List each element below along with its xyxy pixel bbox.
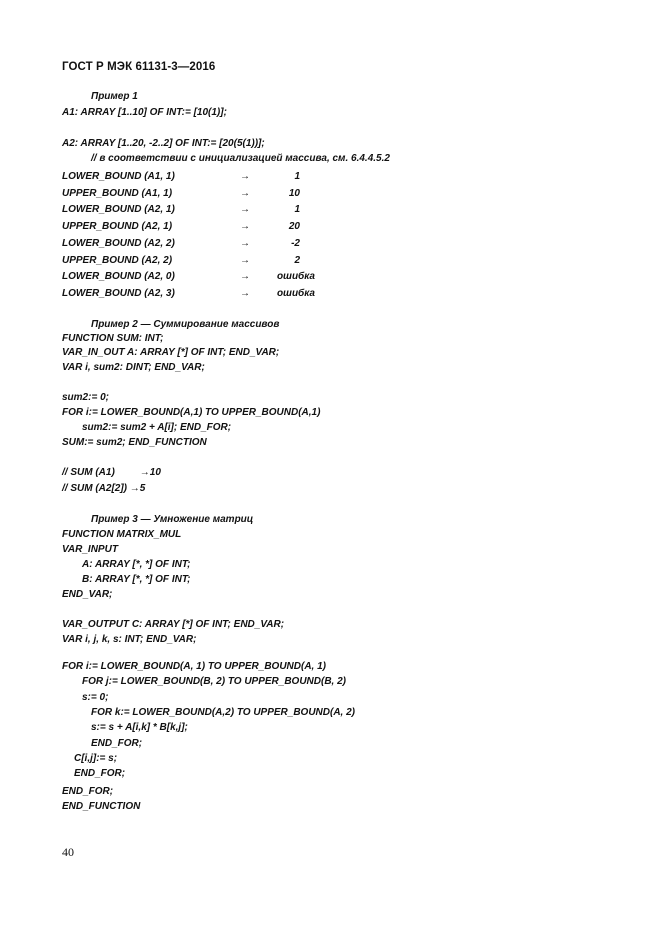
bounds-result: 20	[288, 221, 300, 232]
code-line: VAR i, sum2: DINT; END_VAR;	[62, 362, 205, 373]
code-line: FOR i:= LOWER_BOUND(A, 1) TO UPPER_BOUND(A, 1)	[62, 661, 326, 672]
bounds-expression: LOWER_BOUND (A2, 0)	[62, 271, 175, 282]
code-line: FUNCTION SUM: INT;	[62, 333, 164, 344]
bounds-expression: UPPER_BOUND (A2, 1)	[62, 221, 173, 232]
arrow-icon: →	[240, 255, 250, 266]
code-line: END_FOR;	[91, 738, 143, 749]
code-comment: // в соответствии с инициализацией массива, см. 6.4.4.5.2	[91, 153, 390, 164]
bounds-row	[0, 288, 661, 300]
document-header: ГОСТ Р МЭК 61131-3—2016	[62, 61, 216, 73]
bounds-expression: LOWER_BOUND (A2, 2)	[62, 238, 175, 249]
bounds-expression: LOWER_BOUND (A2, 3)	[62, 288, 175, 299]
code-comment-line: // SUM (A1) →10	[62, 467, 161, 478]
arrow-icon: →	[240, 204, 250, 215]
bounds-result: -2	[291, 238, 300, 249]
bounds-row	[0, 204, 661, 216]
code-line: END_VAR;	[62, 589, 113, 600]
code-line: B: ARRAY [*, *] OF INT;	[82, 574, 191, 585]
code-line: VAR_OUTPUT C: ARRAY [*] OF INT; END_VAR;	[62, 619, 285, 630]
bounds-row	[0, 171, 661, 183]
bounds-result: 2	[294, 255, 300, 266]
bounds-row	[0, 188, 661, 200]
code-line: FOR k:= LOWER_BOUND(A,2) TO UPPER_BOUND(A, 2)	[91, 707, 356, 718]
bounds-row	[0, 271, 661, 283]
code-line: END_FOR;	[62, 786, 114, 797]
bounds-result: 1	[294, 171, 300, 182]
page-number: 40	[62, 845, 74, 859]
code-line: A: ARRAY [*, *] OF INT;	[82, 559, 191, 570]
code-line: FUNCTION MATRIX_MUL	[62, 529, 182, 540]
example-1-title: Пример 1	[91, 91, 138, 102]
bounds-expression: LOWER_BOUND (A2, 1)	[62, 204, 175, 215]
bounds-result: 10	[288, 188, 300, 199]
code-line: s:= s + A[i,k] * B[k,j];	[91, 722, 188, 733]
bounds-row	[0, 255, 661, 267]
bounds-result: ошибка	[276, 271, 315, 282]
code-line: FOR j:= LOWER_BOUND(B, 2) TO UPPER_BOUND(B, 2)	[82, 676, 346, 687]
code-line: SUM:= sum2; END_FUNCTION	[62, 437, 207, 448]
example-2-title: Пример 2 — Суммирование массивов	[91, 319, 280, 330]
code-line: END_FUNCTION	[62, 801, 141, 812]
code-line: sum2:= sum2 + A[i]; END_FOR;	[82, 422, 232, 433]
bounds-expression: LOWER_BOUND (A1, 1)	[62, 171, 175, 182]
code-line: s:= 0;	[82, 692, 109, 703]
arrow-icon: →	[240, 221, 250, 232]
arrow-icon: →	[240, 238, 250, 249]
arrow-icon: →	[240, 188, 250, 199]
bounds-result: 1	[294, 204, 300, 215]
code-line: C[i,j]:= s;	[74, 753, 118, 764]
bounds-row	[0, 221, 661, 233]
example-3-title: Пример 3 — Умножение матриц	[91, 514, 254, 525]
code-line-a2-decl: A2: ARRAY [1..20, -2..2] OF INT:= [20(5(1))];	[62, 138, 265, 149]
bounds-row	[0, 238, 661, 250]
code-comment-line: // SUM (A2[2]) →5	[62, 483, 146, 494]
code-line: sum2:= 0;	[62, 392, 109, 403]
code-line: VAR_INPUT	[62, 544, 118, 555]
code-line: VAR_IN_OUT A: ARRAY [*] OF INT; END_VAR;	[62, 347, 280, 358]
code-line: FOR i:= LOWER_BOUND(A,1) TO UPPER_BOUND(A,1)	[62, 407, 321, 418]
bounds-result: ошибка	[276, 288, 315, 299]
arrow-icon: →	[240, 171, 250, 182]
code-line: END_FOR;	[74, 768, 126, 779]
code-line: VAR i, j, k, s: INT; END_VAR;	[62, 634, 197, 645]
arrow-icon: →	[240, 288, 250, 299]
bounds-expression: UPPER_BOUND (A1, 1)	[62, 188, 173, 199]
code-line-a1-decl: A1: ARRAY [1..10] OF INT:= [10(1)];	[62, 107, 227, 118]
bounds-expression: UPPER_BOUND (A2, 2)	[62, 255, 173, 266]
arrow-icon: →	[240, 271, 250, 282]
